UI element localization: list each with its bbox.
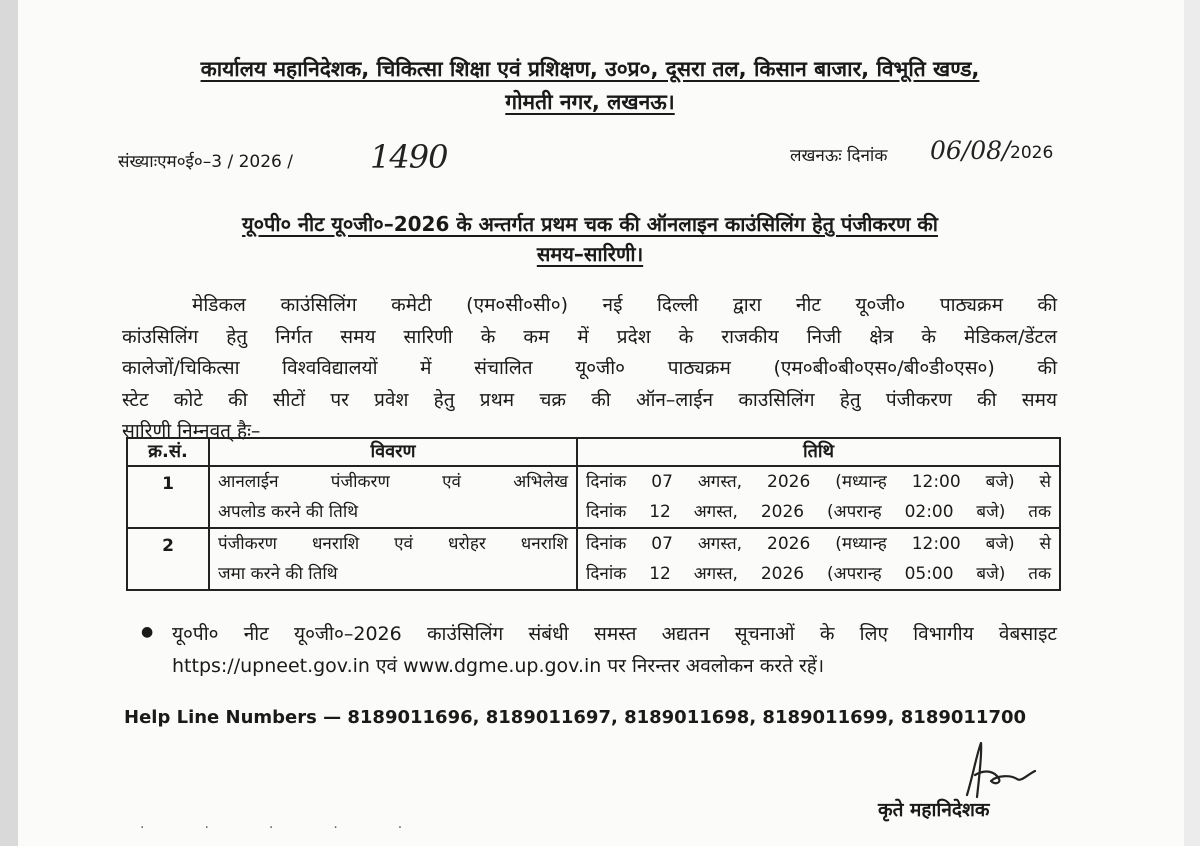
col-header-date: तिथि xyxy=(577,438,1060,466)
body-line: मेडिकल काउंसिलिंग कमेटी (एम०सी०सी०) नई दिल्ली द्वारा नीट यू०जी० पाठ्यक्रम की xyxy=(192,294,1057,316)
bullet-icon: ● xyxy=(141,624,154,640)
office-header-line1: कार्यालय महानिदेशक, चिकित्सा शिक्षा एवं प्रशिक्षण, उ०प्र०, दूसरा तल, किसान बाजार, विभूति खण्ड, xyxy=(200,57,980,81)
body-line: कांउसिलिंग हेतु निर्गत समय सारिणी के कम में प्रदेश के राजकीय निजी क्षेत्र के मेडिकल/डेंटल xyxy=(122,325,1057,348)
table-row xyxy=(127,528,1060,590)
body-line: स्टेट कोटे की सीटों पर प्रवेश हेतु प्रथम चक्र की ऑन–लाईन काउसिलिंग हेतु पंजीकरण की समय xyxy=(122,388,1057,411)
page-edge xyxy=(1184,0,1200,846)
date-line: दिनांक 12 अगस्त, 2026 (अपरान्ह 05:00 बजे) तक xyxy=(586,564,1051,584)
cell-sn: 1 xyxy=(127,466,209,528)
cell-date xyxy=(577,528,1060,590)
description-line: आनलाईन पंजीकरण एवं अभिलेख xyxy=(218,472,568,492)
body-line: कालेजों/चिकित्सा विश्वविद्यालयों में संचालित यू०जी० पाठ्यक्रम (एम०बी०बी०एस०/बी०डी०एस०) की xyxy=(122,357,1057,379)
office-header-line2: गोमती नगर, लखनऊ। xyxy=(505,90,675,114)
date-line: दिनांक 07 अगस्त, 2026 (मध्यान्ह 12:00 बजे) से xyxy=(586,534,1051,554)
designation: कृते महानिदेशक xyxy=(878,799,990,821)
helpline-numbers: Help Line Numbers — 8189011696, 8189011697, 8189011698, 8189011699, 8189011700 xyxy=(124,707,1027,728)
date-handwritten: 06/08/ xyxy=(930,136,1011,165)
schedule-table xyxy=(126,437,1061,591)
date-line: दिनांक 07 अगस्त, 2026 (मध्यान्ह 12:00 बजे) से xyxy=(586,472,1051,492)
note-line: https://upneet.gov.in एवं www.dgme.up.gov.in पर निरन्तर अवलोकन करते रहें। xyxy=(172,655,825,677)
col-header-description: विवरण xyxy=(209,438,577,466)
subject-line1: यू०पी० नीट यू०जी०–2026 के अन्तर्गत प्रथम चक की ऑनलाइन काउंसिलिंग हेतु पंजीकरण की xyxy=(242,212,938,236)
cell-sn: 2 xyxy=(127,528,209,590)
cropped-text-remnant: ····· xyxy=(140,820,463,836)
col-header-sn: क्र.सं. xyxy=(127,438,209,466)
subject-line2: समय–सारिणी। xyxy=(536,242,644,266)
body-paragraph xyxy=(122,290,1057,448)
table-header-row xyxy=(127,438,1060,466)
website-note xyxy=(172,618,1057,682)
body-line: सारिणी निम्नवत् हैः– xyxy=(122,420,261,442)
cell-date xyxy=(577,466,1060,528)
note-line: यू०पी० नीट यू०जी०–2026 काउंसिलिंग संबंधी समस्त अद्यतन सूचनाओं के लिए विभागीय वेबसाइट xyxy=(172,623,1057,645)
reference-number-handwritten: 1490 xyxy=(370,138,448,176)
table-row xyxy=(127,466,1060,528)
cell-description xyxy=(209,528,577,590)
reference-number-label: संख्याःएम०ई०–3 / 2026 / xyxy=(118,152,293,172)
date-line: दिनांक 12 अगस्त, 2026 (अपरान्ह 02:00 बजे) तक xyxy=(586,502,1051,522)
place-date-label: लखनऊः दिनांक xyxy=(790,146,888,166)
description-line: पंजीकरण धनराशि एवं धरोहर धनराशि xyxy=(218,534,568,554)
description-line: जमा करने की तिथि xyxy=(218,564,338,584)
signature-icon xyxy=(955,735,1045,805)
date-year: 2026 xyxy=(1010,143,1054,163)
description-line: अपलोड करने की तिथि xyxy=(218,502,359,522)
cell-description xyxy=(209,466,577,528)
